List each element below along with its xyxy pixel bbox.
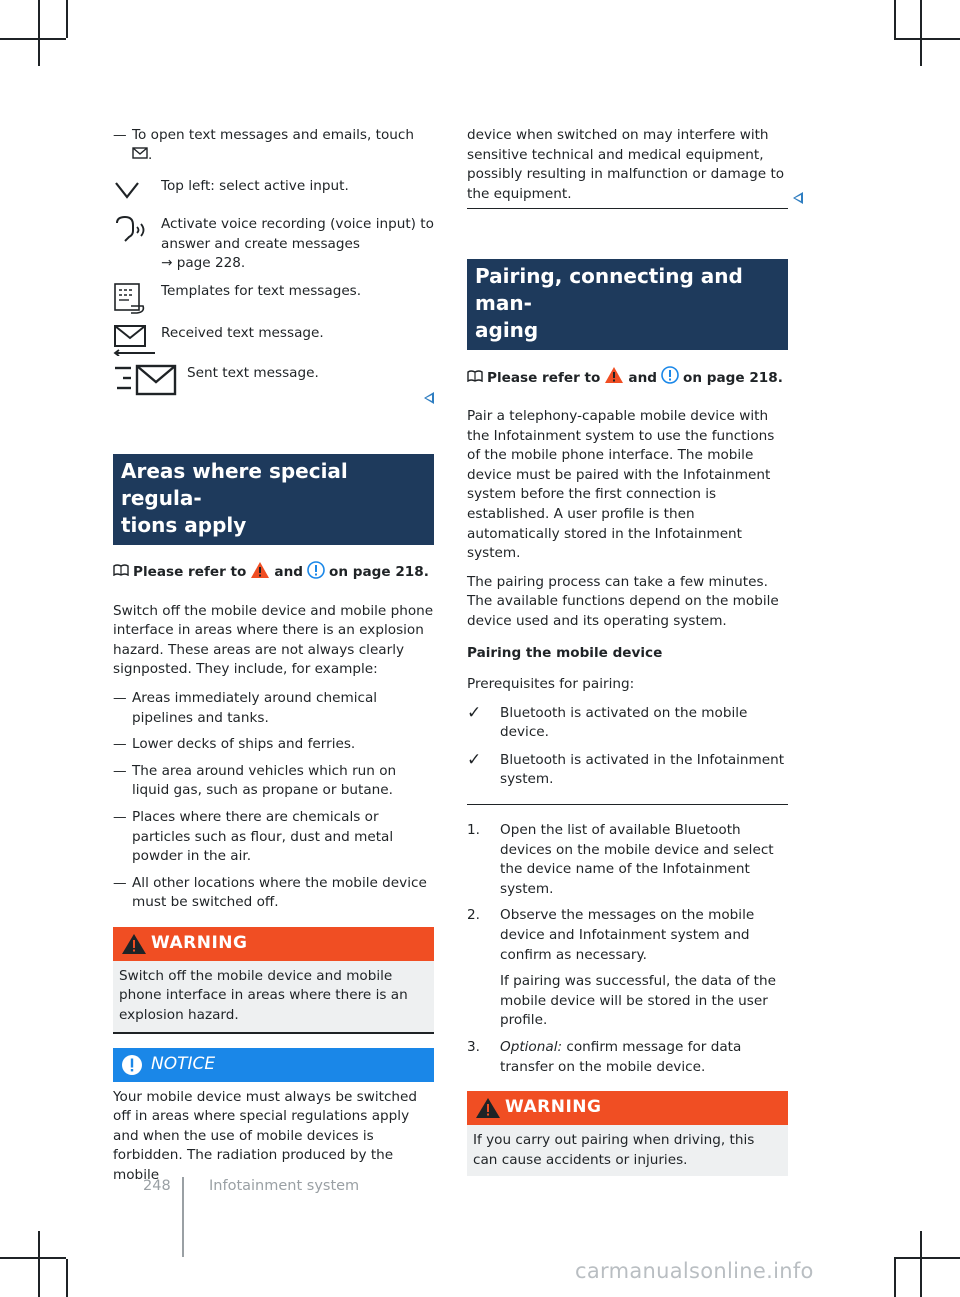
warning-header: WARNING xyxy=(467,1091,788,1125)
checkmark-icon: ✓ xyxy=(467,702,482,723)
crop-mark xyxy=(0,38,66,40)
section-end-icon xyxy=(424,392,434,404)
crop-mark xyxy=(894,1257,960,1259)
crop-mark xyxy=(920,0,922,66)
icon-row-templates: Templates for text messages. xyxy=(113,282,434,312)
voice-input-icon[interactable] xyxy=(113,215,161,245)
list-item: — The area around vehicles which run on liquid gas, such as propane or butane. xyxy=(113,762,434,801)
chevron-down-icon[interactable] xyxy=(113,177,161,207)
notice-body: Your mobile device must always be switched off in areas where special regulations apply and when the use of mobile devices is forbidden. The radiation produced by the mobile xyxy=(113,1088,418,1184)
list-item: — Areas immediately around chemical pipelines and tanks. xyxy=(113,689,434,728)
warning-triangle-icon xyxy=(604,366,624,391)
crop-mark xyxy=(894,0,896,38)
page-ref[interactable]: on page 218. xyxy=(682,369,783,386)
checklist-item: ✓ Bluetooth is activated on the mobile device. xyxy=(467,704,788,743)
crop-mark xyxy=(920,1231,922,1297)
crop-mark xyxy=(66,1259,68,1297)
paragraph: Pair a telephony-capable mobile device with the Infotainment system to use the functions of the mobile phone interface. The mobile device must be paired with the Infotainment system before the first connection is established. A user profile is then automatically stored in the Infotainment system. xyxy=(467,407,775,562)
right-column xyxy=(467,126,788,1176)
section-heading: Areas where special regula- tions apply xyxy=(113,454,434,545)
checkmark-icon: ✓ xyxy=(467,749,482,770)
page-ref[interactable]: on page 218. xyxy=(328,564,429,581)
sent-message-icon[interactable] xyxy=(113,364,187,394)
page-ref[interactable]: page 228. xyxy=(176,255,246,272)
crop-mark xyxy=(0,1257,66,1259)
icon-row-received: Received text message. xyxy=(113,324,434,354)
warning-triangle-icon xyxy=(121,933,147,955)
subheading: Pairing the mobile device xyxy=(467,644,663,661)
warning-triangle-icon xyxy=(475,1097,501,1119)
crop-mark xyxy=(38,1231,40,1297)
divider xyxy=(467,804,788,805)
notice-header: NOTICE xyxy=(113,1048,434,1082)
paragraph: Switch off the mobile device and mobile phone interface in areas where there is an explosion hazard. These areas are not always clearly signposted. They include, for example: xyxy=(113,602,434,678)
warning-triangle-icon xyxy=(250,561,270,586)
crop-mark xyxy=(38,0,40,66)
paragraph: device when switched on may interfere with sensitive technical and medical equipment, possibly resulting in malfunction or damage to the equipment. xyxy=(467,127,785,202)
icon-row-sent: Sent text message. xyxy=(113,364,434,394)
footer-divider xyxy=(182,1177,184,1257)
book-icon xyxy=(467,369,483,389)
paragraph: The pairing process can take a few minutes. The available functions depend on the mobile device used and its operating system. xyxy=(467,573,779,629)
section-end-icon xyxy=(793,192,803,204)
icon-row-voice-input: Activate voice recording (voice input) to answer and create messages → page 228. xyxy=(113,215,434,274)
icon-row-select-input: Top left: select active input. xyxy=(113,177,434,207)
envelope-icon[interactable] xyxy=(132,147,148,163)
warning-body: If you carry out pairing when driving, this can cause accidents or injuries. xyxy=(467,1125,788,1176)
list-item: — All other locations where the mobile device must be switched off. xyxy=(113,874,434,913)
list-item: — To open text messages and emails, touch . xyxy=(113,126,434,165)
notice-circle-icon xyxy=(307,561,325,586)
crop-mark xyxy=(66,0,68,38)
step-item: 3. Optional: confirm message for data transfer on the mobile device. xyxy=(467,1039,742,1075)
warning-body: Switch off the mobile device and mobile phone interface in areas where there is an explosion hazard. xyxy=(113,961,434,1034)
chapter-title: Infotainment system xyxy=(209,1178,360,1194)
checklist-item: ✓ Bluetooth is activated in the Infotainment system. xyxy=(467,751,788,790)
left-column xyxy=(113,126,434,1186)
arrow-right-icon: → xyxy=(161,255,173,272)
refer-line: Please refer to and on page 218. xyxy=(467,366,788,391)
step-result: If pairing was successful, the data of the mobile device will be stored in the user profile. xyxy=(500,973,776,1029)
list-item: — Lower decks of ships and ferries. xyxy=(113,735,434,755)
received-message-icon[interactable] xyxy=(113,324,161,354)
warning-box xyxy=(113,927,434,1034)
notice-circle-icon xyxy=(121,1054,143,1076)
warning-header: WARNING xyxy=(113,927,434,961)
warning-box xyxy=(467,1091,788,1176)
list-item: — Places where there are chemicals or particles such as flour, dust and metal powder in the air. xyxy=(113,808,434,867)
notice-circle-icon xyxy=(661,366,679,391)
crop-mark xyxy=(894,1259,896,1297)
paragraph: Prerequisites for pairing: xyxy=(467,676,635,693)
section-heading: Pairing, connecting and man- aging xyxy=(467,259,788,350)
book-icon xyxy=(113,563,129,583)
crop-mark xyxy=(894,38,960,40)
refer-line: Please refer to and on page 218. xyxy=(113,561,434,586)
page-number: 248 xyxy=(143,1178,171,1194)
step-item: 2. Observe the messages on the mobile device and Infotainment system and confirm as necessary. xyxy=(467,907,755,963)
step-item: 1. Open the list of available Bluetooth devices on the mobile device and select the device name of the Infotainment system. xyxy=(467,822,774,897)
templates-icon[interactable] xyxy=(113,282,161,312)
watermark: carmanualsonline.info xyxy=(575,1259,814,1283)
